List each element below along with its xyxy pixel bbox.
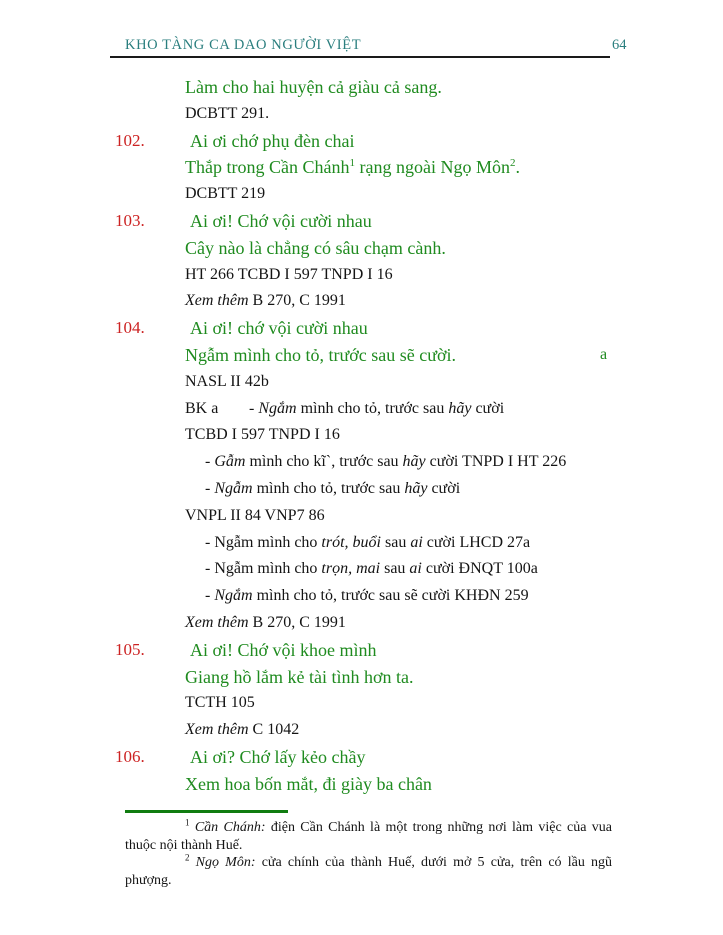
text-segment: HT 266 TCBD I 597 TNPD I 16 (185, 265, 393, 283)
text-segment: B 270, C 1991 (248, 613, 346, 631)
text-segment: . (515, 157, 520, 178)
text-segment: DCBTT 219 (185, 185, 266, 203)
text-segment: cười ĐNQT 100a (421, 560, 538, 578)
entry-number: 106. (115, 746, 145, 766)
footnote-segment: Ngọ Môn: (195, 855, 256, 870)
text-segment: hãy (402, 453, 426, 471)
verse-line (0, 771, 723, 798)
page-number: 64 (612, 37, 627, 53)
text-segment: Xem thêm (185, 721, 249, 739)
variant-line (0, 476, 723, 503)
reference-line (0, 288, 723, 315)
entry-number: 105. (115, 639, 145, 659)
text-segment: BK a (185, 399, 219, 417)
verse-line (0, 128, 723, 155)
text-segment: - Ngẫm mình cho (205, 560, 322, 578)
text-segment: sau (380, 560, 410, 578)
footnotes (125, 819, 612, 889)
entry-number: 102. (115, 130, 145, 150)
text-segment: C 1042 (248, 721, 300, 739)
entry-number: 103. (115, 210, 145, 230)
text-segment: NASL II 42b (185, 372, 269, 390)
reference-line (0, 690, 723, 717)
text-segment: 1 (349, 157, 355, 170)
verse-line (0, 74, 723, 101)
text-segment: - Ngẫm mình cho (205, 533, 322, 551)
text-segment: Ai ơi! Chớ vội khoe mình (190, 639, 377, 660)
footnote (125, 854, 612, 889)
reference-line (0, 262, 723, 289)
text-segment: Cây nào là chẳng có sâu chạm cành. (185, 237, 446, 258)
reference-line (0, 101, 723, 128)
text-segment: mình cho tỏ, trước sau sẽ cười KHĐN 259 (252, 587, 529, 605)
reference-line (0, 717, 723, 744)
reference-line (0, 369, 723, 396)
text-segment: Làm cho hai huyện cả giàu cả sang. (185, 77, 442, 97)
footnote-segment: điện Cần Chánh là một trong những nơi làm việc của vua thuộc nội thành Huế. (125, 820, 612, 853)
text-segment: TCTH 105 (185, 694, 255, 712)
text-segment: Ai ơi! Chớ vội cười nhau (190, 210, 372, 231)
verse-line (0, 315, 723, 342)
header-rule (110, 56, 610, 58)
text-segment: mình cho tỏ, trước sau (296, 399, 449, 417)
text-segment: B 270, C 1991 (248, 292, 346, 310)
text-segment: - (205, 453, 215, 471)
reference-line (0, 422, 723, 449)
text-segment: Ngẫm (214, 479, 253, 497)
entry-number: 104. (115, 318, 145, 338)
variant-line (0, 530, 723, 557)
text-segment: Xem thêm (185, 613, 249, 631)
text-segment: ai (409, 560, 422, 578)
text-segment: Gẫm (214, 453, 246, 471)
footnote (125, 819, 612, 854)
verse-line (0, 342, 723, 369)
text-segment: Xem thêm (185, 292, 249, 310)
text-segment: Ai ơi? Chớ lấy kẻo chầy (190, 746, 366, 767)
footnote-segment: Cần Chánh: (194, 820, 266, 835)
text-segment: trót, buổi (321, 533, 381, 551)
text-segment: Ai ơi chớ phụ đèn chai (190, 130, 355, 151)
verse-line (0, 208, 723, 235)
verse-line (0, 637, 723, 664)
reference-line (0, 396, 723, 423)
text-segment: Ngắm (258, 399, 297, 417)
text-segment: TCBD I 597 TNPD I 16 (185, 426, 340, 444)
text-segment: - (205, 479, 215, 497)
variant-line (0, 583, 723, 610)
text-segment: Ngẫm mình cho tỏ, trước sau sẽ cười. (185, 344, 456, 365)
text-segment: sau (380, 533, 411, 551)
text-segment: Giang hồ lắm kẻ tài tình hơn ta. (185, 666, 414, 687)
text-segment: cười (471, 399, 505, 417)
variant-line (0, 556, 723, 583)
reference-line (0, 181, 723, 208)
text-segment: Ngắm (214, 587, 253, 605)
verse-line (0, 744, 723, 771)
text-segment: mình cho kĩ`, trước sau (245, 453, 403, 471)
text-segment: cười LHCD 27a (422, 533, 531, 551)
variant-line (0, 449, 723, 476)
text-segment: 2 (509, 157, 516, 170)
text-segment: rạng ngoài Ngọ Môn (354, 157, 510, 178)
variant-marker: a (600, 345, 608, 363)
text-segment: cười (427, 479, 461, 497)
verse-line (0, 235, 723, 262)
footnote-separator (125, 810, 288, 813)
reference-line (0, 610, 723, 637)
text-segment: DCBTT 291. (185, 104, 270, 122)
book-title: KHO TÀNG CA DAO NGƯỜI VIỆT (125, 37, 362, 53)
text-segment: trọn, mai (321, 560, 381, 578)
verse-line (0, 154, 723, 181)
text-segment: ai (410, 533, 423, 551)
text-segment: Ai ơi! chớ vội cười nhau (190, 318, 368, 339)
text-segment: - (249, 399, 259, 417)
verse-line (0, 664, 723, 691)
footnote-segment: 2 (185, 852, 190, 863)
reference-line (0, 503, 723, 530)
text-segment: VNPL II 84 VNP7 86 (185, 506, 325, 524)
text-segment: mình cho tỏ, trước sau (252, 479, 405, 497)
text-segment: - (205, 587, 215, 605)
footnote-segment: 1 (185, 817, 190, 828)
text-segment: Thắp trong Cần Chánh (185, 157, 350, 178)
text-segment: cười TNPD I HT 226 (425, 453, 567, 471)
text-segment: Xem hoa bốn mắt, đi giày ba chân (185, 773, 432, 794)
body-lines (0, 74, 723, 798)
footnote-segment: cửa chính của thành Huế, dưới mở 5 cửa, trên có lầu ngũ phượng. (125, 855, 612, 888)
text-segment: hãy (404, 479, 428, 497)
text-segment: hãy (448, 399, 472, 417)
